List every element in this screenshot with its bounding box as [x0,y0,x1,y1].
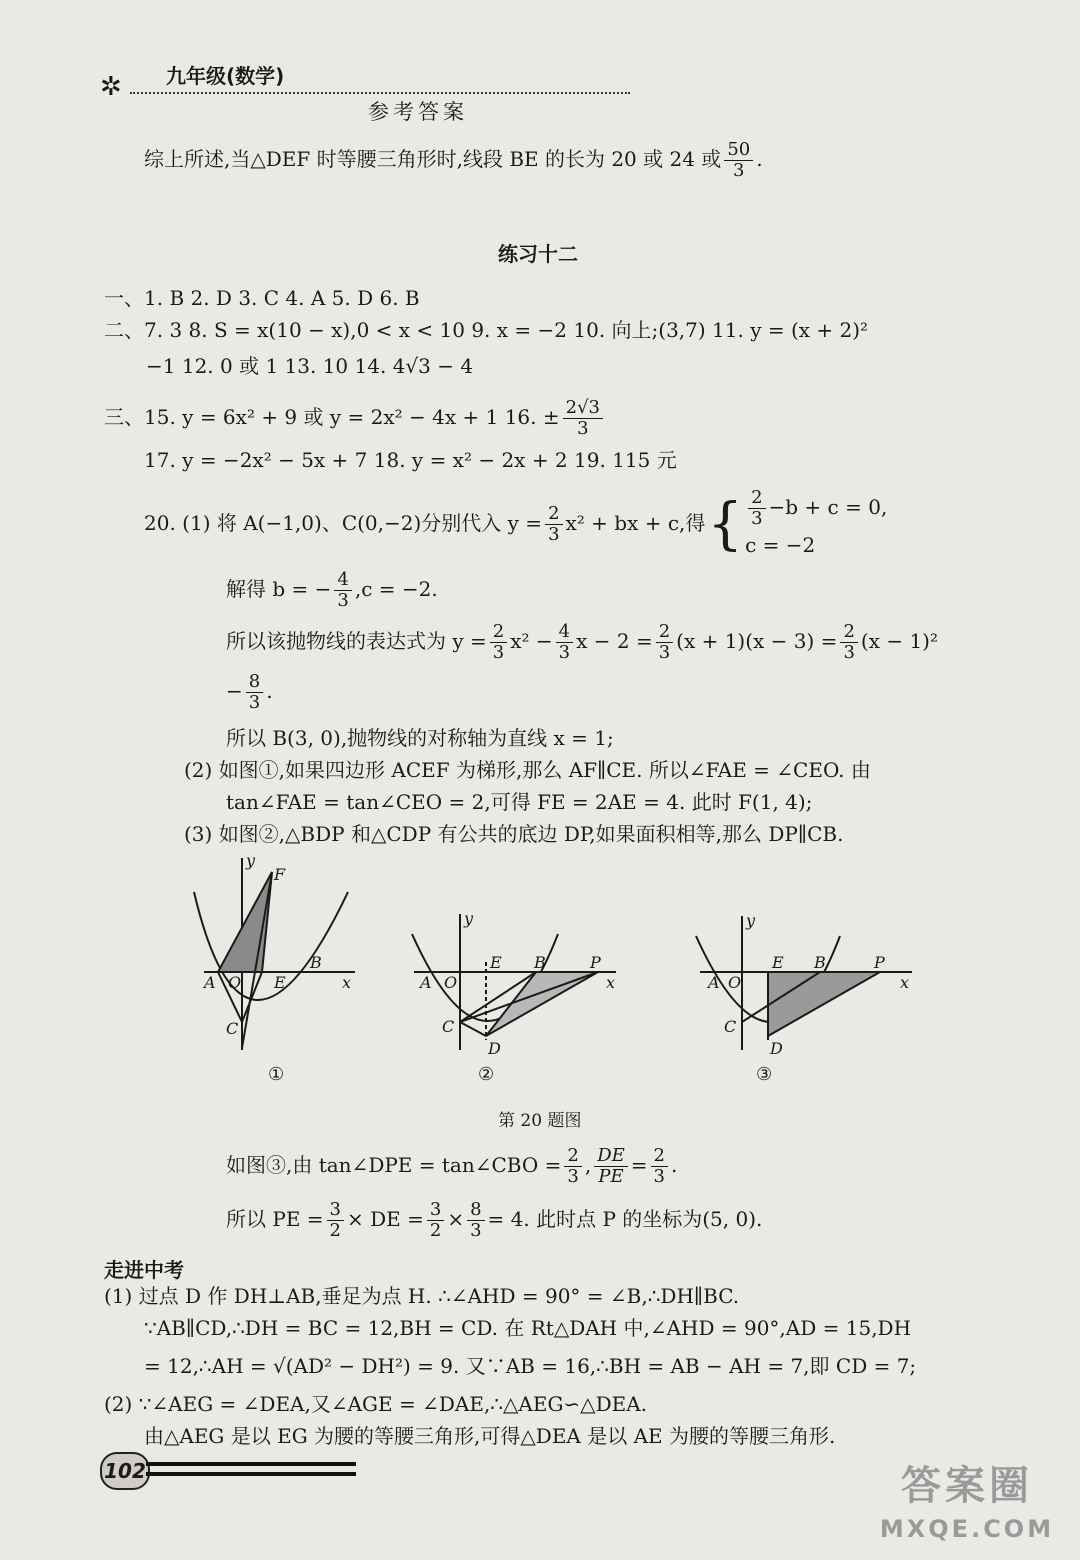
svg-text:B: B [534,953,546,972]
intro-line: 综上所述,当△DEF 时等腰三角形时,线段 BE 的长为 20 或 24 或 $\frac{50}{3}$ . [144,139,763,181]
svg-text:A: A [708,973,720,992]
q20-part2-line2: tan∠FAE = tan∠CEO = 2,可得 FE = 2AE = 4. 此时 F(1, 4); [226,790,813,814]
svg-text:P: P [590,953,601,972]
answers-part2-line1: 二、7. 3 8. S = x(10 − x),0 < x < 10 9. x = −2 10. 向上;(3,7) 11. y = (x + 2)² [104,318,869,342]
q20-axis: 所以 B(3, 0),抛物线的对称轴为直线 x = 1; [226,726,614,750]
parabola [194,892,348,1000]
figure-20 [180,850,940,1090]
page-number: 102 [100,1452,150,1490]
fig-label-1: ① [268,1064,285,1085]
svg-text:x: x [606,973,616,992]
zhongkao-line1: (1) 过点 D 作 DH⊥AB,垂足为点 H. ∴∠AHD = 90° = ∠B,∴DH∥BC. [104,1284,740,1308]
watermark-url: MXQE.COM [879,1515,1055,1543]
label-A: A [204,973,216,992]
svg-text:D: D [770,1039,783,1058]
q20-part1: 20. (1) 将 A(−1,0)、C(0,−2)分别代入 y = $\frac{2}{3}$ x² + bx + c,得{ $\frac{2}{3}$ −b + c = 0, c = −2 [144,488,887,561]
zhongkao-line3: = 12,∴AH = √(AD² − DH²) = 9. 又∵AB = 16,∴BH = AB − AH = 7,即 CD = 7; [144,1354,917,1378]
section-title: 练习十二 [498,242,578,266]
label-B: B [310,953,322,972]
q20-pe: 所以 PE = $\frac{3}{2}$ × DE = $\frac{3}{2}$ × $\frac{8}{3}$ = 4. 此时点 P 的坐标为(5, 0). [226,1199,763,1241]
svg-text:C: C [724,1017,737,1036]
answers-part2-line2: −1 12. 0 或 1 13. 10 14. 4√3 − 4 [146,354,474,378]
svg-text:A: A [420,973,432,992]
zhongkao-line4: (2) ∵∠AEG = ∠DEA,又∠AGE = ∠DAE,∴△AEG∽△DEA. [104,1392,647,1416]
header-subtitle: 参考答案 [368,100,468,124]
footer-bar [146,1462,356,1466]
label-E: E [274,973,286,992]
svg-text:O: O [728,973,742,992]
answers-part3-line2: 17. y = −2x² − 5x + 7 18. y = x² − 2x + 2 19. 115 元 [144,448,677,472]
svg-text:C: C [442,1017,455,1036]
label-x: x [342,973,352,992]
q20-expression: 所以该抛物线的表达式为 y = $\frac{2}{3}$ x² − $\frac{4}{3}$ x − 2 = $\frac{2}{3}$ (x + 1)(x − 3) = $\frac{2}{3}$ (x − 1)² [226,621,938,663]
zhongkao-line5: 由△AEG 是以 EG 为腰的等腰三角形,可得△DEA 是以 AE 为腰的等腰三角形. [144,1424,836,1448]
zhongkao-line2: ∵AB∥CD,∴DH = BC = 12,BH = CD. 在 Rt△DAH 中,∠AHD = 90°,AD = 15,DH [144,1316,912,1340]
q20-expression-cont: − $\frac{8}{3}$ . [226,671,273,713]
watermark-logo: 答案圈 [901,1463,1033,1509]
header-divider [130,92,630,94]
figure-caption: 第 20 题图 [498,1111,582,1131]
q20-solve: 解得 b = − $\frac{4}{3}$ ,c = −2. [226,569,438,611]
label-C: C [226,1019,239,1038]
equation-system: $\frac{2}{3}$ −b + c = 0, c = −2 [745,487,888,557]
footer-bar-2 [146,1472,356,1476]
answers-part1: 一、1. B 2. D 3. C 4. A 5. D 6. B [104,286,420,310]
answers-part3-line1: 三、15. y = 6x² + 9 或 y = 2x² − 4x + 1 16. ± $\frac{2√3}{3}$ [104,398,606,439]
svg-text:E: E [490,953,502,972]
q20-part3-line1: (3) 如图②,△BDP 和△CDP 有公共的底边 DP,如果面积相等,那么 DP∥CB. [184,822,844,846]
figure-1 [194,858,355,1050]
zhongkao-title: 走进中考 [104,1258,184,1282]
label-y: y [246,851,256,870]
shaded-triangle [768,972,880,1036]
svg-text:B: B [814,953,826,972]
shaded-triangle [486,972,598,1036]
q20-part2-line1: (2) 如图①,如果四边形 ACEF 为梯形,那么 AF∥CE. 所以∠FAE = ∠CEO. 由 [184,758,871,782]
q20-tan: 如图③,由 tan∠DPE = tan∠CBO = $\frac{2}{3}$ , $\frac{DE}{PE}$ = $\frac{2}{3}$ . [226,1145,678,1187]
svg-text:y: y [464,909,474,928]
fig-label-3: ③ [756,1064,773,1085]
svg-text:O: O [444,973,458,992]
fraction: $\frac{2√3}{3}$ [563,398,603,439]
watermark [862,1460,1072,1556]
fig-label-2: ② [478,1064,495,1085]
svg-text:P: P [874,953,885,972]
header-star: ✲ [100,72,122,102]
fraction: $\frac{50}{3}$ [724,140,753,181]
svg-text:y: y [746,911,756,930]
label-O: O [228,973,242,992]
label-F: F [274,865,286,884]
svg-text:x: x [900,973,910,992]
svg-text:D: D [488,1039,501,1058]
header-grade: 九年级(数学) [166,64,285,88]
svg-text:E: E [772,953,784,972]
